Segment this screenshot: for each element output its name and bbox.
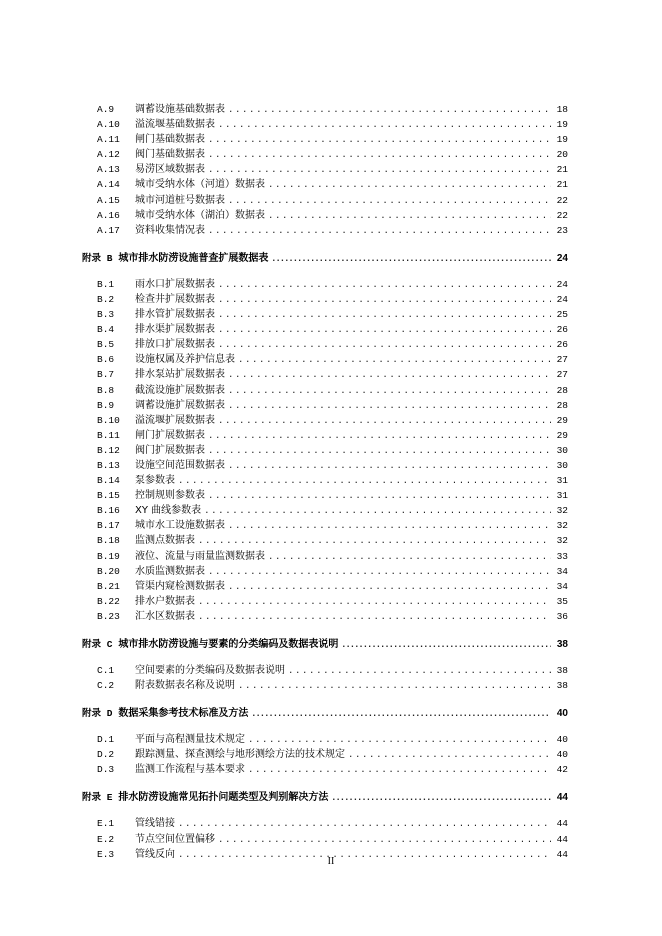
toc-leader-dots (268, 209, 551, 224)
toc-entry-title: 监测点数据表 (135, 535, 195, 547)
toc-entry-page: 34 (556, 565, 568, 577)
toc-entry[interactable] (82, 367, 568, 382)
toc-entry-title: 城市排水防涝设施普查扩展数据表 (118, 252, 269, 264)
toc-entry-title: 控制规则参数表 (135, 490, 205, 502)
toc-leader-dots (204, 504, 551, 519)
toc-entry-title: 调蓄设施扩展数据表 (135, 399, 225, 411)
toc-entry-page: 25 (556, 309, 568, 321)
toc-entry[interactable] (82, 458, 568, 473)
toc-leader-dots (251, 705, 551, 722)
toc-entry-title: 节点空间位置偏移 (135, 833, 215, 845)
toc-entry-page: 44 (556, 833, 568, 845)
toc-entry-title: 排水管扩展数据表 (135, 309, 215, 321)
toc-entry-title: 城市受纳水体（河道）数据表 (135, 179, 265, 191)
toc-entry-page: 20 (556, 149, 568, 161)
toc-appendix-heading[interactable] (82, 705, 568, 722)
toc-entry[interactable] (82, 193, 568, 208)
toc-entry[interactable] (82, 488, 568, 503)
toc-entry-number: B.18 (97, 535, 120, 547)
toc-entry[interactable] (82, 398, 568, 413)
toc-entry-number: B.9 (97, 399, 115, 411)
toc-entry-title: 水质监测数据表 (135, 565, 205, 577)
toc-entry-number: D.1 (97, 734, 115, 746)
toc-entry-title: 阀门基础数据表 (135, 149, 205, 161)
toc-leader-dots (248, 733, 551, 748)
toc-leader-dots (208, 224, 551, 239)
toc-entry[interactable] (82, 413, 568, 428)
toc-entry-page: 23 (556, 224, 568, 236)
toc-entry-number: C.1 (97, 665, 115, 676)
toc-entry[interactable] (82, 177, 568, 192)
toc-entry-number: A.11 (97, 134, 120, 146)
toc-entry-title: 阀门扩展数据表 (135, 444, 205, 456)
toc-entry-number: B.23 (97, 610, 120, 622)
toc-entry-number: B.17 (97, 520, 120, 532)
toc-leader-dots (331, 789, 551, 806)
toc-entry-page: 32 (556, 535, 568, 547)
toc-entry-page: 33 (556, 550, 568, 562)
toc-leader-dots (208, 133, 551, 148)
toc-leader-dots (228, 459, 551, 474)
toc-entry[interactable] (82, 322, 568, 337)
toc-leader-dots (218, 323, 551, 338)
toc-leader-dots (178, 474, 551, 489)
toc-entry-number: B.6 (97, 354, 115, 366)
toc-entry[interactable] (82, 732, 568, 747)
toc-leader-dots (208, 444, 551, 459)
toc-entry-title: 易涝区域数据表 (135, 164, 205, 176)
toc-leader-dots (218, 338, 551, 353)
toc-entry-page: 22 (556, 194, 568, 206)
toc-entry-title: 调蓄设施基础数据表 (135, 104, 225, 115)
toc-leader-dots (218, 833, 551, 848)
toc-leader-dots (228, 103, 551, 118)
toc-leader-dots (288, 664, 551, 679)
toc-entry[interactable] (82, 762, 568, 777)
toc-entry-number: A.14 (97, 179, 120, 191)
toc-entry[interactable] (82, 663, 568, 678)
toc-entry-page: 36 (556, 610, 568, 622)
toc-leader-dots (178, 817, 551, 832)
toc-entry-title: 管渠内窥检测数据表 (135, 580, 225, 592)
toc-entry-page: 24 (556, 252, 568, 264)
toc-entry[interactable] (82, 473, 568, 488)
toc-entry-page: 21 (556, 164, 568, 176)
toc-leader-dots (208, 565, 551, 580)
toc-entry-number: B.13 (97, 459, 120, 471)
toc-entry[interactable] (82, 518, 568, 533)
toc-leader-dots (218, 118, 551, 133)
toc-entry-number: 附录 E (82, 792, 113, 804)
toc-leader-dots (271, 250, 551, 267)
toc-entry-title: 排水防涝设施常见拓扑问题类型及判别解决方法 (118, 792, 329, 804)
toc-entry-page: 24 (556, 293, 568, 305)
toc-entry-page: 40 (556, 708, 568, 720)
toc-entry[interactable] (82, 503, 568, 518)
toc-entry-number: A.17 (97, 224, 120, 236)
toc-entry[interactable] (82, 594, 568, 609)
toc-entry-page: 26 (556, 324, 568, 336)
toc-entry-title: 截流设施扩展数据表 (135, 384, 225, 396)
toc-entry-title: 检查井扩展数据表 (135, 293, 215, 305)
toc-entry-page: 34 (556, 580, 568, 592)
toc-entry[interactable] (82, 816, 568, 831)
toc-entry-page: 42 (556, 764, 568, 776)
toc-entry-number: D.3 (97, 764, 115, 776)
toc-leader-dots (208, 148, 551, 163)
toc-entry-number: 附录 C (82, 639, 113, 650)
toc-leader-dots (218, 278, 551, 293)
toc-entry-title: 排放口扩展数据表 (135, 339, 215, 351)
toc-entry-page: 28 (556, 384, 568, 396)
toc-leader-dots (198, 534, 551, 549)
toc-entry-number: A.13 (97, 164, 120, 176)
toc-entry-title: 跟踪测量、探查测绘与地形测绘方法的技术规定 (135, 749, 345, 761)
toc-entry-page: 24 (556, 278, 568, 290)
table-of-contents (82, 102, 568, 862)
toc-entry[interactable] (82, 383, 568, 398)
toc-entry-title: 城市排水防涝设施与要素的分类编码及数据表说明 (118, 639, 339, 650)
toc-entry-title: 城市受纳水体（湖泊）数据表 (135, 209, 265, 221)
toc-leader-dots (348, 748, 551, 763)
toc-entry-page: 26 (556, 339, 568, 351)
toc-leader-dots (208, 489, 551, 504)
toc-entry-number: B.3 (97, 309, 115, 321)
toc-leader-dots (228, 580, 551, 595)
toc-entry-number: B.15 (97, 490, 120, 502)
toc-entry-title: 汇水区数据表 (135, 610, 195, 622)
toc-entry-number: 附录 B (82, 252, 113, 264)
toc-entry[interactable] (82, 292, 568, 307)
toc-entry-number: E.2 (97, 833, 115, 845)
toc-entry-page: 38 (556, 665, 568, 676)
toc-leader-dots (228, 399, 551, 414)
toc-leader-dots (268, 178, 551, 193)
toc-entry[interactable] (82, 102, 568, 117)
toc-entry[interactable] (82, 832, 568, 847)
toc-entry-number: B.14 (97, 475, 120, 487)
toc-entry-title: 空间要素的分类编码及数据表说明 (135, 665, 285, 676)
toc-entry-page: 19 (556, 134, 568, 146)
toc-entry-page: 27 (556, 354, 568, 366)
toc-entry-page: 31 (556, 475, 568, 487)
toc-leader-dots (238, 679, 551, 694)
toc-entry-page: 44 (556, 848, 568, 860)
toc-entry[interactable] (82, 117, 568, 132)
toc-entry-page: 30 (556, 444, 568, 456)
toc-entry-title: 监测工作流程与基本要求 (135, 764, 245, 776)
toc-leader-dots (228, 519, 551, 534)
toc-entry-number: A.10 (97, 119, 120, 131)
toc-entry-number: A.16 (97, 209, 120, 221)
toc-appendix-heading[interactable] (82, 636, 568, 653)
toc-leader-dots (198, 610, 551, 625)
toc-entry-page: 38 (556, 680, 568, 692)
toc-entry-number: B.12 (97, 444, 120, 456)
toc-leader-dots (218, 308, 551, 323)
toc-entry[interactable] (82, 443, 568, 458)
toc-entry[interactable] (82, 223, 568, 238)
toc-entry-title: 闸门扩展数据表 (135, 429, 205, 441)
toc-entry-page: 22 (556, 209, 568, 221)
toc-entry-number: B.7 (97, 369, 115, 381)
toc-entry-page: 18 (556, 104, 568, 115)
toc-leader-dots (268, 550, 551, 565)
toc-entry-page: 29 (556, 429, 568, 441)
toc-entry-page: 21 (556, 179, 568, 191)
toc-leader-dots (248, 763, 551, 778)
toc-leader-dots (218, 293, 551, 308)
toc-entry-title: 溢流堰基础数据表 (135, 119, 215, 131)
toc-entry-title: 泵参数表 (135, 475, 175, 487)
toc-entry-title: 排水渠扩展数据表 (135, 324, 215, 336)
toc-entry[interactable] (82, 337, 568, 352)
toc-entry-number: B.20 (97, 565, 120, 577)
toc-entry-number: B.22 (97, 595, 120, 607)
toc-entry-title: 城市水工设施数据表 (135, 520, 225, 532)
toc-leader-dots (238, 353, 551, 368)
toc-entry[interactable] (82, 132, 568, 147)
toc-entry[interactable] (82, 208, 568, 223)
toc-leader-dots (228, 384, 551, 399)
toc-entry-title: 雨水口扩展数据表 (135, 278, 215, 290)
toc-entry-title: 平面与高程测量技术规定 (135, 734, 245, 746)
page-number: II (327, 856, 335, 867)
toc-entry[interactable] (82, 277, 568, 292)
toc-entry-page: 32 (556, 505, 568, 517)
toc-entry-title: 排水户数据表 (135, 595, 195, 607)
toc-entry-page: 30 (556, 459, 568, 471)
toc-entry-page: 40 (556, 734, 568, 746)
toc-entry-number: B.19 (97, 550, 120, 562)
toc-entry-title: 管线反向 (135, 848, 175, 860)
toc-entry[interactable] (82, 579, 568, 594)
toc-leader-dots (228, 368, 551, 383)
toc-appendix-heading[interactable] (82, 250, 568, 267)
toc-entry-number: C.2 (97, 680, 115, 692)
toc-entry[interactable] (82, 533, 568, 548)
toc-entry[interactable] (82, 162, 568, 177)
toc-entry-number: A.15 (97, 194, 120, 206)
toc-entry[interactable] (82, 352, 568, 367)
toc-leader-dots (341, 636, 551, 653)
toc-entry-title: 溢流堰扩展数据表 (135, 414, 215, 426)
toc-entry-title: XY 曲线参数表 (135, 505, 202, 517)
toc-entry[interactable] (82, 307, 568, 322)
toc-entry-title: 资料收集情况表 (135, 224, 205, 236)
toc-entry[interactable] (82, 564, 568, 579)
toc-entry-title: 闸门基础数据表 (135, 134, 205, 146)
toc-entry-number: B.21 (97, 580, 120, 592)
toc-entry[interactable] (82, 428, 568, 443)
toc-leader-dots (208, 429, 551, 444)
toc-entry-number: B.2 (97, 293, 115, 305)
toc-entry-number: 附录 D (82, 708, 113, 720)
toc-entry-title: 液位、流量与雨量监测数据表 (135, 550, 265, 562)
toc-entry-title: 设施空间范围数据表 (135, 459, 225, 471)
toc-entry-number: B.5 (97, 339, 115, 351)
toc-entry-number: E.3 (97, 848, 115, 860)
toc-entry[interactable] (82, 678, 568, 693)
toc-entry-page: 40 (556, 749, 568, 761)
toc-entry-number: B.8 (97, 384, 115, 396)
toc-entry-number: A.12 (97, 149, 120, 161)
toc-entry-page: 35 (556, 595, 568, 607)
toc-entry-title: 设施权属及养护信息表 (135, 354, 235, 366)
toc-entry[interactable] (82, 609, 568, 624)
toc-entry-page: 19 (556, 119, 568, 131)
toc-entry-page: 27 (556, 369, 568, 381)
toc-entry-number: D.2 (97, 749, 115, 761)
toc-entry[interactable] (82, 549, 568, 564)
toc-entry-title: 附表数据表名称及说明 (135, 680, 235, 692)
toc-entry-number: E.1 (97, 818, 115, 830)
toc-entry-page: 32 (556, 520, 568, 532)
toc-entry-page: 28 (556, 399, 568, 411)
toc-entry-title: 管线错接 (135, 818, 175, 830)
toc-entry-page: 44 (556, 818, 568, 830)
toc-entry-number: A.9 (97, 104, 115, 115)
toc-leader-dots (198, 595, 551, 610)
toc-entry-number: B.1 (97, 278, 115, 290)
toc-entry-page: 29 (556, 414, 568, 426)
toc-entry-page: 38 (556, 639, 568, 650)
toc-entry-title: 城市河道桩号数据表 (135, 194, 225, 206)
toc-appendix-heading[interactable] (82, 789, 568, 806)
toc-entry-title: 排水泵站扩展数据表 (135, 369, 225, 381)
toc-leader-dots (228, 194, 551, 209)
toc-entry[interactable] (82, 147, 568, 162)
toc-entry-number: B.16 (97, 505, 120, 517)
toc-entry-number: B.11 (97, 429, 120, 441)
toc-entry-page: 44 (556, 792, 568, 804)
toc-entry-title: 数据采集参考技术标准及方法 (118, 708, 249, 720)
toc-entry-page: 31 (556, 490, 568, 502)
toc-leader-dots (218, 414, 551, 429)
toc-leader-dots (208, 163, 551, 178)
toc-entry[interactable] (82, 747, 568, 762)
toc-entry-number: B.10 (97, 414, 120, 426)
toc-entry-number: B.4 (97, 324, 115, 336)
